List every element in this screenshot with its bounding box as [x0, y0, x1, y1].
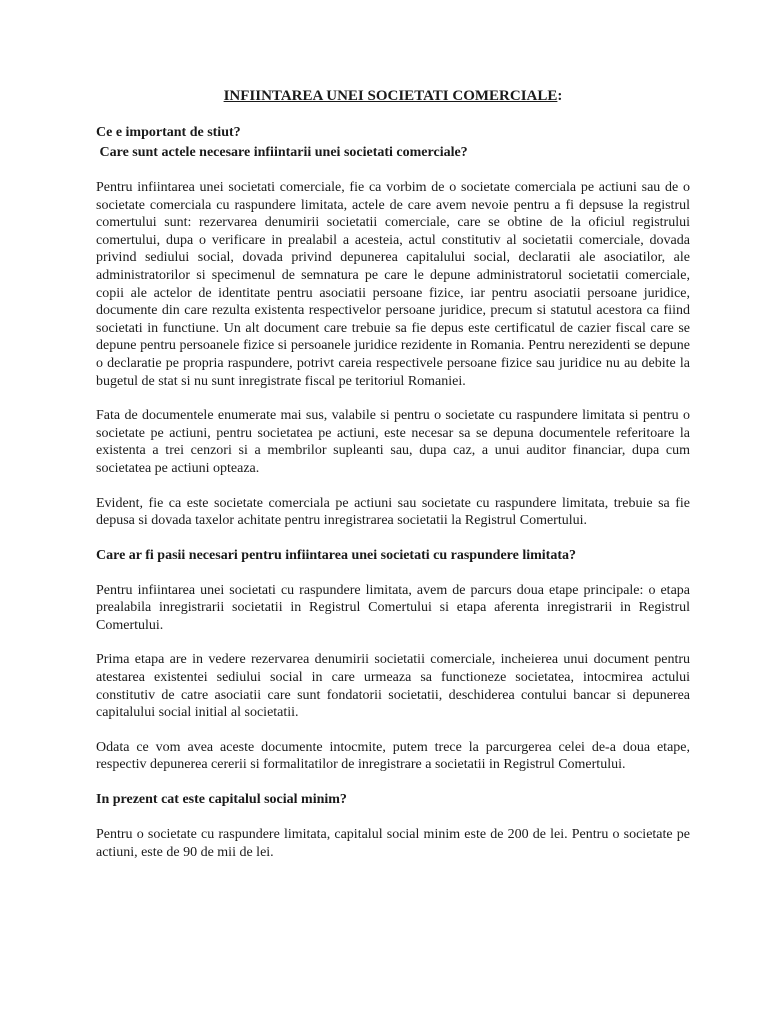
paragraph-fees-proof: Evident, fie ca este societate comerciala pe actiuni sau societate cu raspundere limitata, trebuie sa fie depusa si dovada taxelor achitate pentru inregistrarea societatii la Registrul Comertului. — [96, 495, 690, 529]
document-title-suffix: : — [557, 88, 563, 104]
paragraph-minimum-capital: Pentru o societate cu raspundere limitata, capitalul social minim este de 200 de lei. Pentru o societate pe actiuni, este de 90 de mii de lei. — [96, 827, 690, 860]
paragraph-first-stage: Prima etapa are in vedere rezervarea denumirii societatii comerciale, incheierea unui document pentru atestarea existentei sediului social in care urmeaza sa functioneze societatea, intocmirea actului constitutiv de catre asociatii care sunt fondatorii societatii, deschiderea contului bancar si depunerea capitalului social initial al societatii. — [96, 652, 690, 721]
document-title — [96, 86, 690, 106]
question-important: Ce e important de stiut? — [96, 125, 241, 140]
document-title-main: INFIINTAREA UNEI SOCIETATI COMERCIALE — [223, 88, 558, 104]
question-required-documents: Care sunt actele necesare infiintarii unei societati comerciale? — [96, 145, 468, 160]
paragraph-two-stages: Pentru infiintarea unei societati cu raspundere limitata, avem de parcurs doua etape principale: o etapa prealabila inregistrarii societatii in Registrul Comertului si etapa aferenta inregistrarii in Registrul Comertului. — [96, 582, 690, 633]
paragraph-joint-stock-documents: Fata de documentele enumerate mai sus, valabile si pentru o societate cu raspundere limitata si pentru o societate pe actiuni, pentru societatea pe actiuni, este necesar sa se depuna documentele referitoare la existenta a trei cenzori si a membrilor supleanti sau, dupa caz, a unui auditor financiar, dupa cum societatea pe actiuni opteaza. — [96, 408, 690, 476]
paragraph-second-stage: Odata ce vom avea aceste documente intocmite, putem trece la parcurgerea celei de-a doua etape, respectiv depunerea cererii si formalitatilor de inregistrare a societatii in Registrul Comertului. — [96, 739, 690, 773]
heading-srl-steps: Care ar fi pasii necesari pentru infiintarea unei societati cu raspundere limitata? — [96, 547, 576, 563]
heading-minimum-capital: In prezent cat este capitalul social minim? — [96, 792, 347, 808]
document-page — [96, 86, 690, 861]
paragraph-required-documents: Pentru infiintarea unei societati comerciale, fie ca vorbim de o societate comerciala pe actiuni sau de o societate comerciala cu raspundere limitata, actele de care avem nevoie pentru a fi depsuse la registrul comertului sunt: rezervarea denumirii societatii comerciale, care se obtine de la oficiul registrului comertului, dupa o verificare in prealabil a acesteia, actul constitutiv al societatii comerciale, dovada privind sediului social, dovada privind depunerea capitalului social, declaratii ale asociatilor, ale administratorilor si specimenul de semnatura pe care le depune administratorul societatii comerciale, copii ale actelor de identitate pentru asociatii persoane fizice, iar pentru asociatii persoane juridice, documente din care rezulta existenta respectivelor persoane juridice, precum si statutul acestora ca fiind societati in functiune. Un alt document care trebuie sa fie depus este certificatul de cazier fiscal care se depune pentru persoanele fizice si persoanele juridice rezidente in Romania. Pentru nerezidenti se depune o declaratie pe propria raspundere, potrivt careia respectivele persoane fizice sau juridice nu au debite la bugetul de stat si nu sunt inregistrate fiscal pe teritoriul Romaniei. — [96, 180, 690, 389]
